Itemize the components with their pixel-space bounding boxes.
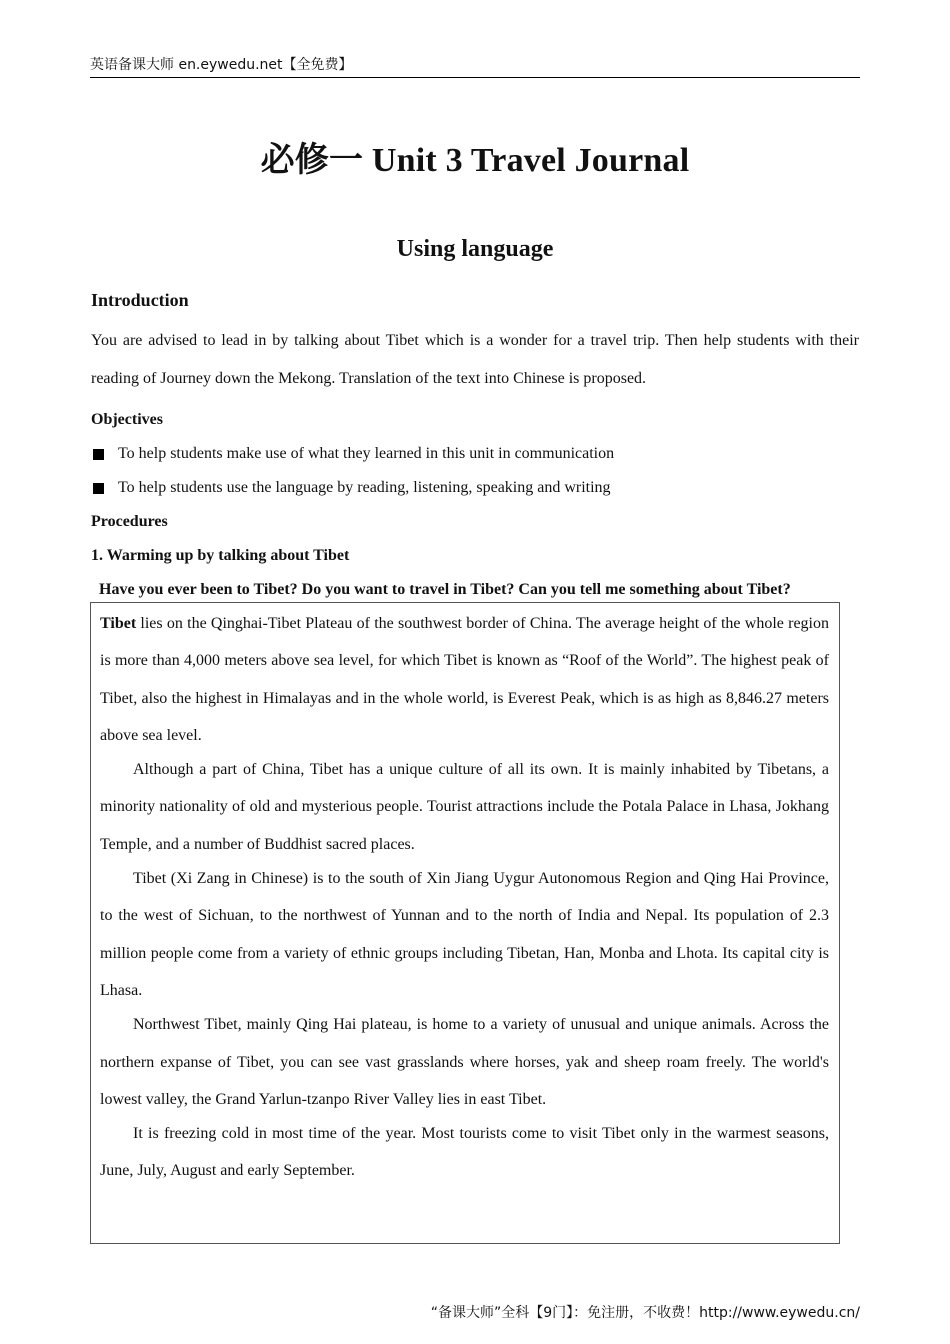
tibet-paragraph-3: Tibet (Xi Zang in Chinese) is to the south of Xin Jiang Uygur Autonomous Region and Qing Hai Province, to the west of Sichuan, to the northwest of Yunnan and to the north of India and Nepal. Its population of 2.3 million people come from a variety of ethnic groups including Tibetan, Han, Monba and Lhota. Its capital city is Lhasa. [100, 870, 829, 999]
square-bullet-icon [93, 449, 104, 460]
square-bullet-icon [93, 483, 104, 494]
section-subtitle: Using language [396, 236, 554, 262]
tibet-paragraph-1 [100, 605, 829, 754]
objectives-heading: Objectives [91, 411, 163, 428]
document-title: 必修一 Unit 3 Travel Journal [260, 142, 690, 179]
tibet-lead-word: Tibet [100, 615, 137, 632]
tibet-paragraph-2: Although a part of China, Tibet has a unique culture of all its own. It is mainly inhabited by Tibetans, a minority nationality of old and mysterious people. Tourist attractions include the Potala Palace in Lhasa, Jokhang Temple, and a number of Buddhist sacred places. [100, 761, 829, 853]
objective-text: To help students use the language by reading, listening, speaking and writing [118, 479, 611, 496]
objective-item [91, 442, 859, 466]
tibet-paragraph-5: It is freezing cold in most time of the year. Most tourists come to visit Tibet only in the warmest seasons, June, July, August and early September. [100, 1125, 829, 1180]
page-header: 英语备课大师 en.eywedu.net【全免费】 [90, 54, 860, 78]
procedure-step-1: 1. Warming up by talking about Tibet [91, 547, 350, 564]
tibet-paragraph-1-text: lies on the Qinghai-Tibet Plateau of the southwest border of China. The average height of the whole region is more than 4,000 meters above sea level, for which Tibet is known as “Roof of the World”. The highest peak of Tibet, also the highest in Himalayas and in the whole world, is Everest Peak, which is as high as 8,846.27 meters above sea level. [100, 615, 829, 744]
procedures-heading: Procedures [91, 513, 168, 530]
page-footer: “备课大师”全科【9门】：免注册，不收费！http://www.eywedu.cn/ [430, 1305, 860, 1321]
objective-item [91, 476, 859, 500]
warmup-question: Have you ever been to Tibet? Do you want to travel in Tibet? Can you tell me something about Tibet? [99, 581, 791, 598]
introduction-heading: Introduction [91, 290, 189, 310]
tibet-info-box [90, 602, 840, 1244]
lesson-body [91, 290, 859, 602]
introduction-text: You are advised to lead in by talking about Tibet which is a wonder for a travel trip. Then help students with their reading of Journey down the Mekong. Translation of the text into Chinese is proposed. [91, 332, 859, 387]
objective-text: To help students make use of what they learned in this unit in communication [118, 445, 615, 462]
tibet-paragraph-4: Northwest Tibet, mainly Qing Hai plateau, is home to a variety of unusual and unique animals. Across the northern expanse of Tibet, you can see vast grasslands where horses, yak and sheep roam freely. The world's lowest valley, the Grand Yarlun-tzanpo River Valley lies in east Tibet. [100, 1016, 829, 1108]
